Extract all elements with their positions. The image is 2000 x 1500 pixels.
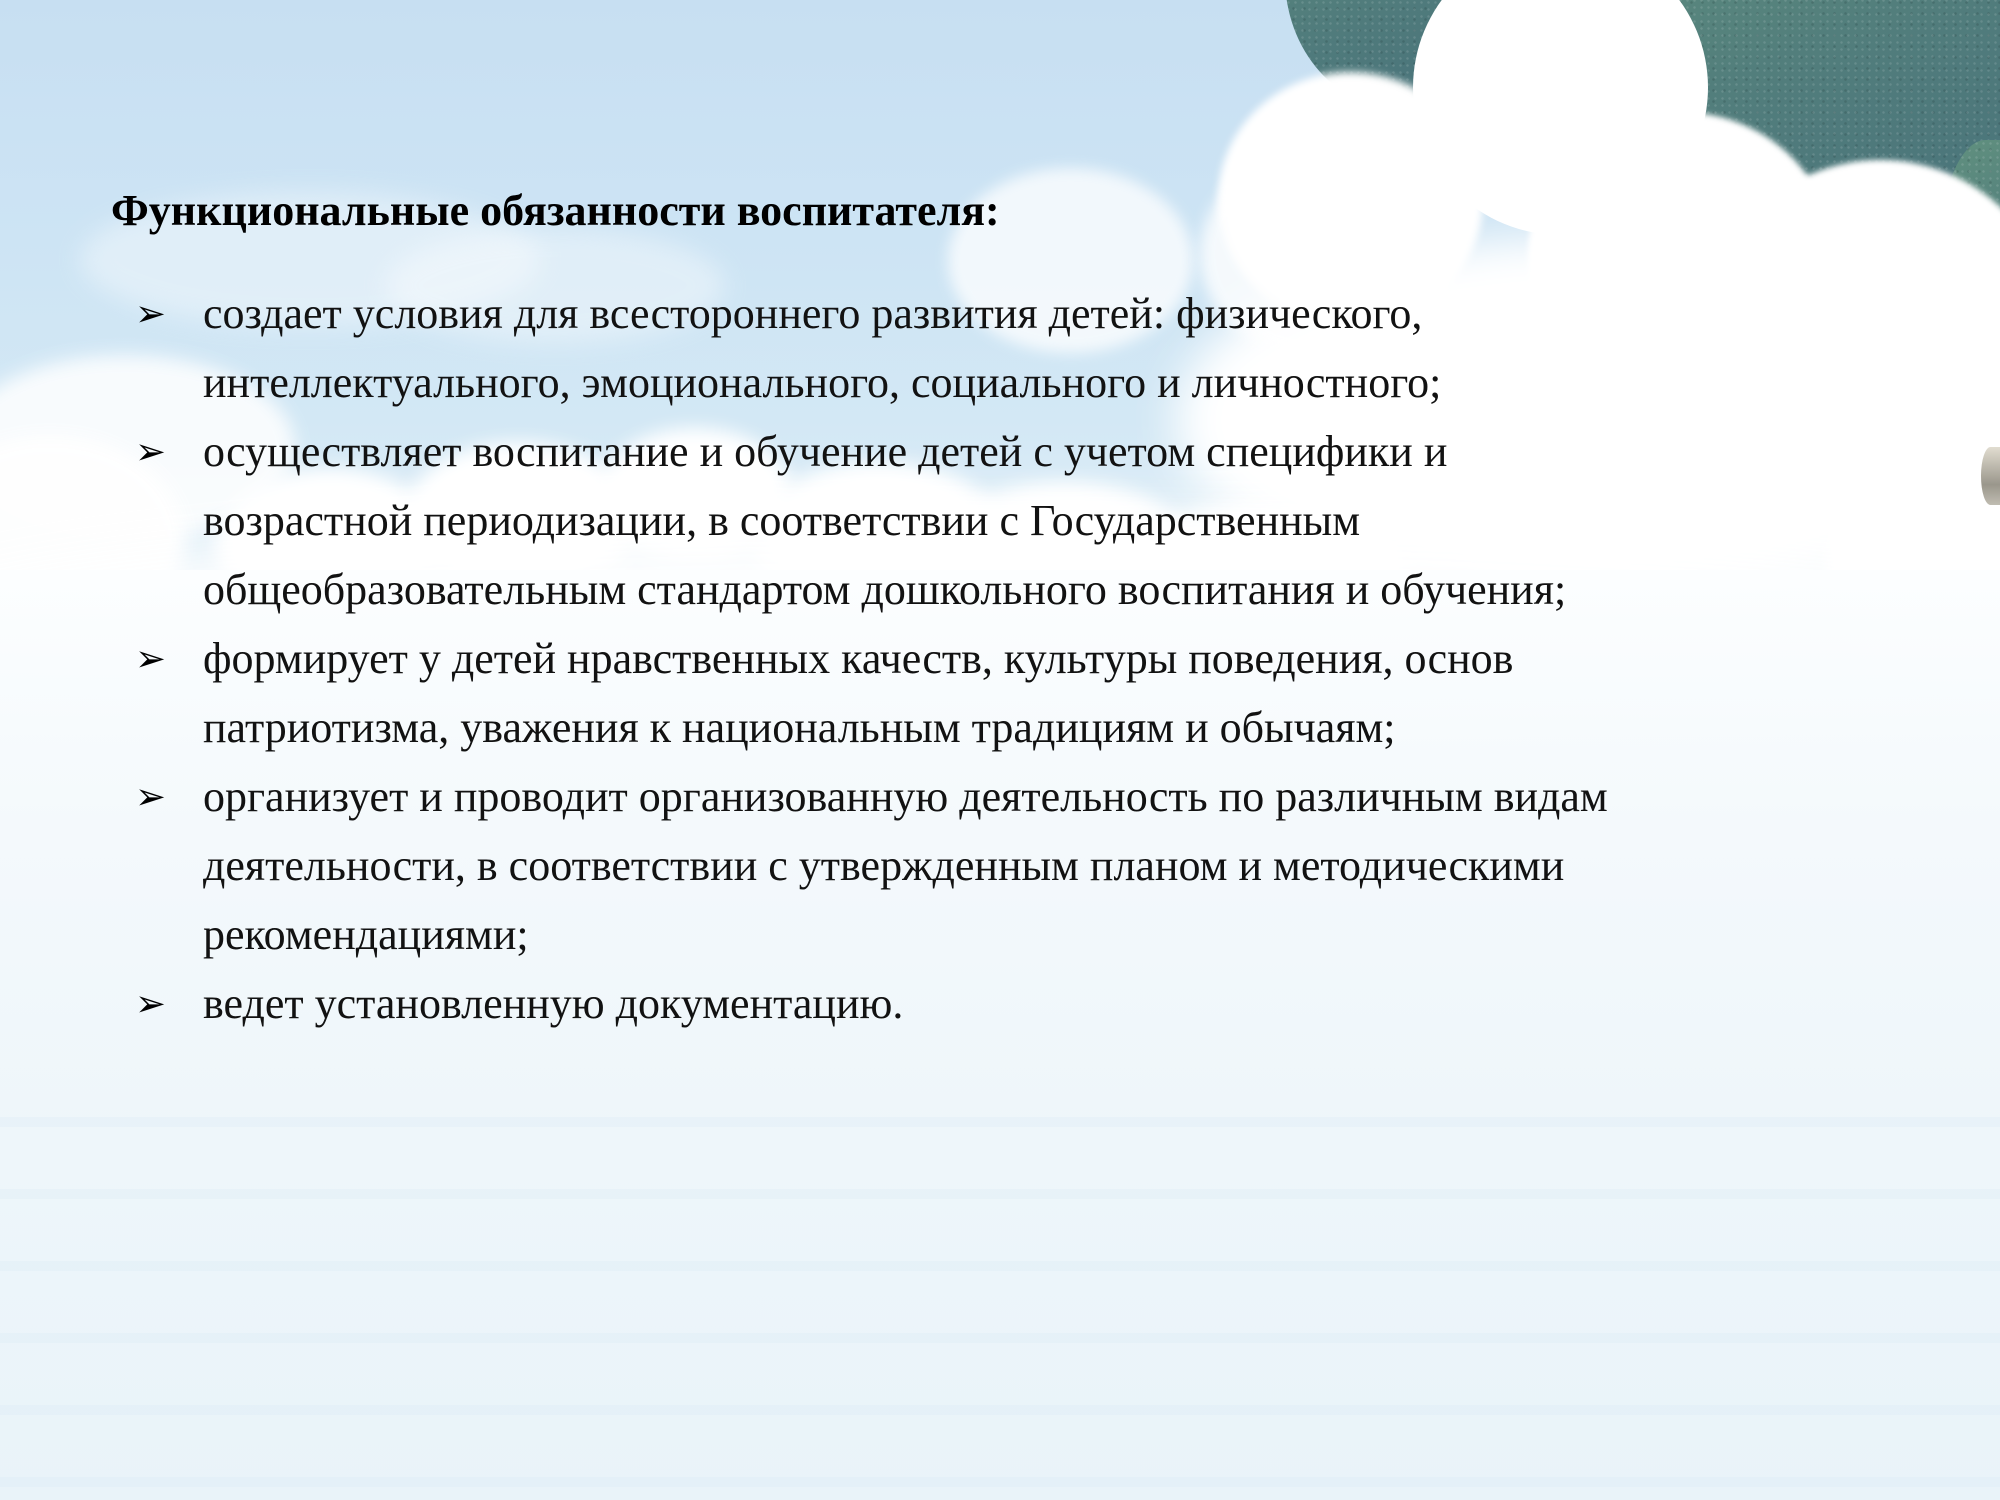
bullet-list xyxy=(113,279,1647,1038)
list-item xyxy=(113,624,1645,762)
arrow-bullet-icon: ➢ xyxy=(135,637,167,680)
arrow-bullet-icon: ➢ xyxy=(135,775,167,818)
arrow-bullet-icon: ➢ xyxy=(135,982,167,1025)
list-item xyxy=(113,969,1645,1038)
slide-title: Функциональные обязанности воспитателя: xyxy=(111,186,1000,235)
arrow-bullet-icon: ➢ xyxy=(135,430,167,473)
list-item-text: ведет установленную документацию. xyxy=(203,979,904,1028)
list-item-text: организует и проводит организованную деятельность по различным видам деятельности, в соответствии с утвержденным планом и методическими рекомендациями; xyxy=(203,772,1608,959)
list-item-text: создает условия для всестороннего развития детей: физического, интеллектуального, эмоционального, социального и личностного; xyxy=(203,289,1442,407)
list-item xyxy=(113,279,1645,417)
list-item xyxy=(113,417,1645,624)
list-item-text: формирует у детей нравственных качеств, культуры поведения, основ патриотизма, уважения к национальным традициям и обычаям; xyxy=(203,634,1514,752)
list-item-text: осуществляет воспитание и обучение детей с учетом специфики и возрастной периодизации, в соответствии с Государственным общеобразовательным стандартом дошкольного воспитания и обучения; xyxy=(203,427,1567,614)
arrow-bullet-icon: ➢ xyxy=(135,292,167,335)
list-item xyxy=(113,762,1645,969)
